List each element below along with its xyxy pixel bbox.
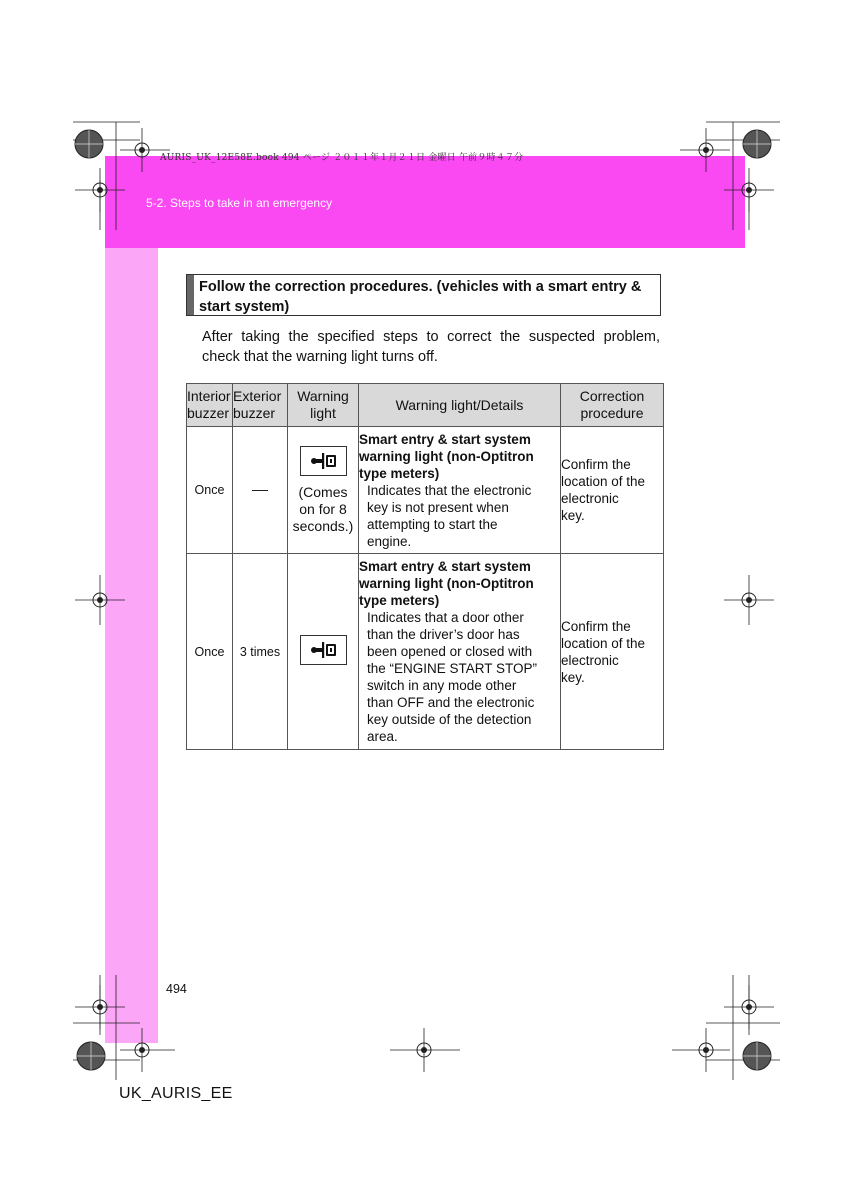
footer-code: UK_AURIS_EE — [119, 1085, 233, 1102]
details-cell: Smart entry & start system warning light (non-Optitron type meters) Indicates that a door other than the driver’s door has been opened or closed with the “ENGINE START STOP” switch in any mode other than OFF and the electronic key outside of the detection area. — [359, 554, 561, 750]
page-number: 494 — [166, 982, 187, 996]
col-interior-buzzer: Interior buzzer — [187, 384, 233, 427]
exterior-buzzer-cell: 3 times — [233, 554, 288, 750]
section-title: 5-2. Steps to take in an emergency — [146, 196, 333, 210]
book-file-line: AURIS_UK_12E58E.book 494 ページ ２０１１年１月２１日 金曜日 午前９時４７分 — [160, 153, 524, 163]
warning-light-cell: (Comes on for 8 seconds.) — [288, 427, 359, 554]
details-cell: Smart entry & start system warning light (non-Optitron type meters) Indicates that the electronic key is not present when attempting to start the engine. — [359, 427, 561, 554]
col-correction: Correction procedure — [561, 384, 664, 427]
col-warning-light: Warning light — [288, 384, 359, 427]
correction-cell: Confirm the location of the electronic key. — [561, 427, 664, 554]
intro-paragraph: After taking the specified steps to correct the suspected problem, check that the warning light turns off. — [202, 329, 660, 365]
col-exterior-buzzer: Exterior buzzer — [233, 384, 288, 427]
correction-cell: Confirm the location of the electronic key. — [561, 554, 664, 750]
col-details: Warning light/Details — [359, 384, 561, 427]
interior-buzzer-cell: Once — [187, 427, 233, 554]
heading-text: Follow the correction procedures. (vehicles with a smart entry & start system) — [199, 279, 642, 315]
interior-buzzer-cell: Once — [187, 554, 233, 750]
